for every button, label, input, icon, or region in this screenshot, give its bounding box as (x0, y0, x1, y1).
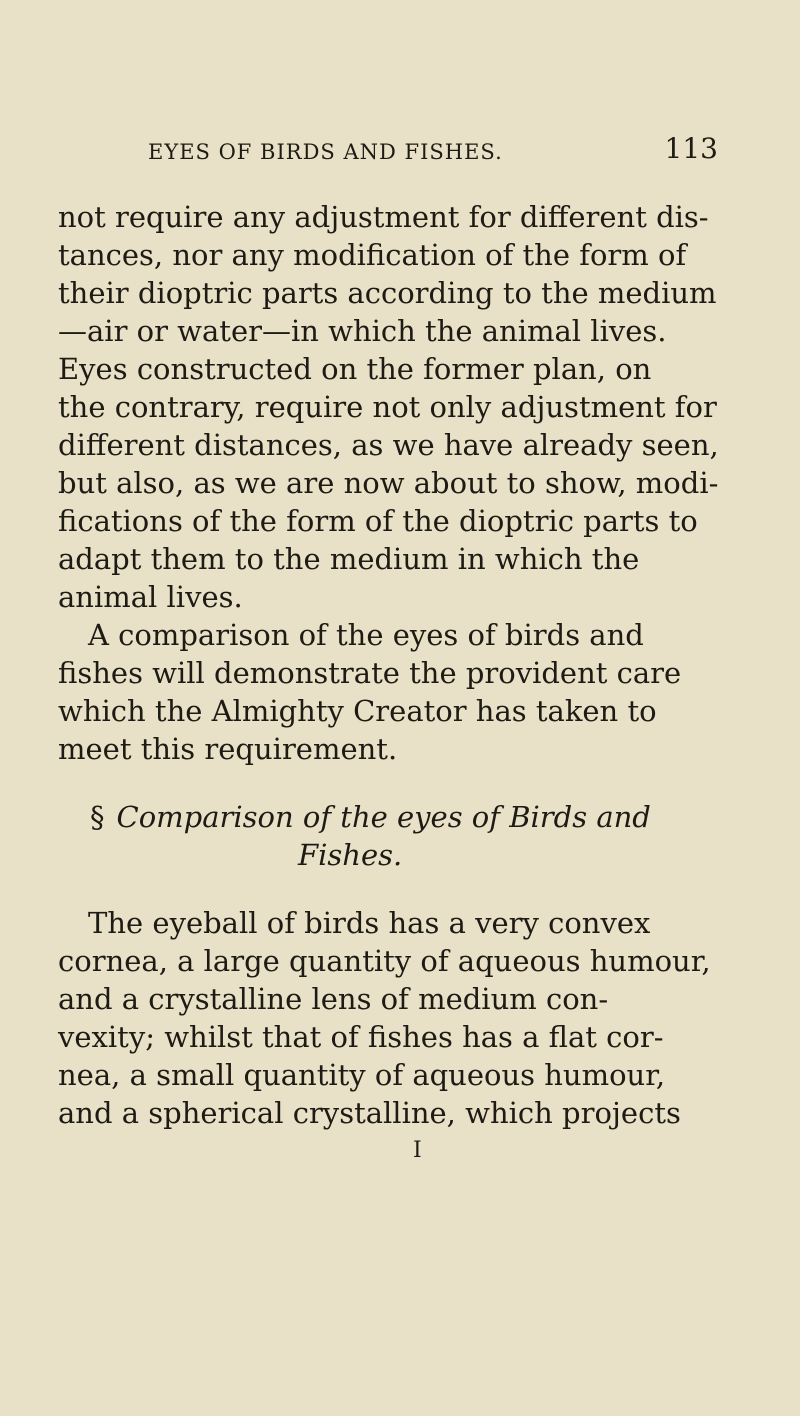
text-line: vexity; whilst that of fishes has a flat cor- (58, 1020, 664, 1054)
running-head (148, 132, 718, 176)
running-title: EYES OF BIRDS AND FISHES. (148, 140, 503, 164)
text-line: fishes will demonstrate the provident care (58, 656, 682, 690)
text-line: their dioptric parts according to the medium (58, 276, 717, 310)
section-heading (90, 800, 651, 834)
signature-mark: I (413, 1138, 422, 1163)
text-line: which the Almighty Creator has taken to (58, 694, 657, 728)
text-line: animal lives. (58, 580, 243, 614)
text-line: adapt them to the medium in which the (58, 542, 640, 576)
section-heading-line-1: Comparison of the eyes of Birds and (116, 800, 651, 834)
text-line: not require any adjustment for different dis- (58, 200, 709, 234)
section-heading-line-2: Fishes. (298, 838, 403, 872)
text-line: and a crystalline lens of medium con- (58, 982, 609, 1016)
text-line: nea, a small quantity of aqueous humour, (58, 1058, 666, 1092)
text-line: —air or water—in which the animal lives. (58, 314, 667, 348)
text-line: cornea, a large quantity of aqueous humour, (58, 944, 711, 978)
text-line: tances, nor any modification of the form of (58, 238, 687, 272)
text-line: the contrary, require not only adjustment for (58, 390, 717, 424)
text-line: fications of the form of the dioptric parts to (58, 504, 698, 538)
text-line: and a spherical crystalline, which projects (58, 1096, 681, 1130)
text-line: meet this requirement. (58, 732, 398, 766)
text-line: but also, as we are now about to show, modi- (58, 466, 719, 500)
text-line: different distances, as we have already seen, (58, 428, 719, 462)
text-line: A comparison of the eyes of birds and (88, 618, 644, 652)
section-mark: § (90, 800, 105, 834)
text-line: Eyes constructed on the former plan, on (58, 352, 652, 386)
text-line: The eyeball of birds has a very convex (88, 906, 651, 940)
page-number: 113 (664, 132, 718, 165)
